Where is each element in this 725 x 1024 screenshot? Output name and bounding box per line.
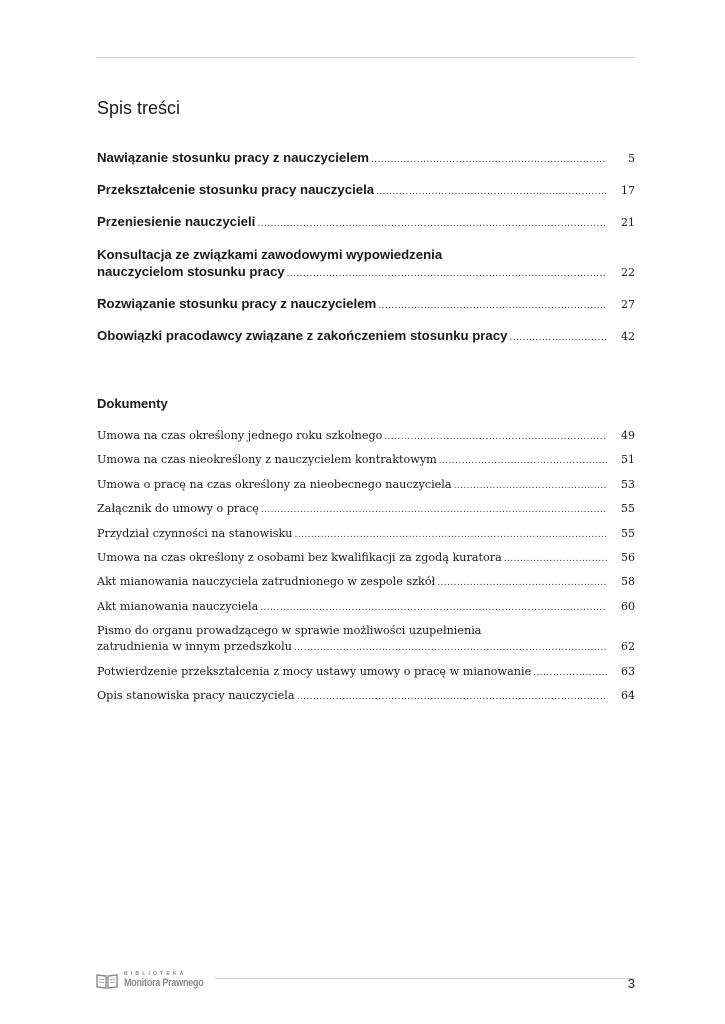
document-entry[interactable]: [97, 574, 635, 591]
dot-leader: [260, 600, 607, 616]
toc-entry-title-line1: Konsultacja ze związkami zawodowymi wypowiedzenia: [97, 247, 443, 262]
dot-leader: [378, 301, 607, 311]
dot-leader: [509, 333, 607, 343]
toc-entry-title: Obowiązki pracodawcy związane z zakończeniem stosunku pracy: [97, 328, 508, 343]
document-entry[interactable]: [97, 623, 635, 656]
document-title: Potwierdzenie przekształcenia z mocy ustawy umowy o pracę w mianowanie: [97, 664, 532, 678]
document-title: Opis stanowiska pracy nauczyciela: [97, 688, 295, 702]
toc-entry-page: 5: [628, 152, 635, 165]
dot-leader: [295, 527, 607, 543]
dot-leader: [504, 551, 607, 567]
document-page: 49: [621, 429, 635, 442]
document-title-line1: Pismo do organu prowadzącego w sprawie możliwości uzupełnienia: [97, 624, 482, 638]
document-entry[interactable]: [97, 664, 635, 681]
document-entry[interactable]: [97, 526, 635, 543]
document-title: Umowa o pracę na czas określony za nieobecnego nauczyciela: [97, 477, 452, 491]
dot-leader: [376, 187, 607, 197]
footer-divider: [215, 978, 635, 979]
logo-title: Monitora Prawnego: [124, 977, 204, 989]
logo-series-label: BIBLIOTEKA: [124, 971, 187, 977]
document-entry[interactable]: [97, 688, 635, 705]
toc-entry[interactable]: [97, 296, 635, 311]
documents-list: [97, 428, 635, 712]
publisher-logo: [96, 970, 204, 992]
document-title: Akt mianowania nauczyciela: [97, 599, 259, 613]
toc-entry-title: Przeniesienie nauczycieli: [97, 214, 256, 229]
toc-entry[interactable]: [97, 214, 635, 229]
toc-entry[interactable]: [97, 328, 635, 343]
dot-leader: [454, 478, 607, 494]
page-number: 3: [627, 976, 635, 991]
document-page: 56: [621, 550, 635, 564]
document-title: zatrudnienia w innym przedszkolu: [97, 640, 292, 654]
document-page: 58: [621, 575, 635, 589]
document-page: 63: [621, 664, 635, 678]
document-title: Umowa na czas nieokreślony z nauczycielem kontraktowym: [97, 453, 437, 467]
document-title: Akt mianowania nauczyciela zatrudnionego w zespole szkół: [97, 575, 436, 589]
document-entry[interactable]: [97, 501, 635, 518]
toc-entry[interactable]: [97, 182, 635, 197]
toc-entry-title: Nawiązanie stosunku pracy z nauczycielem: [97, 150, 369, 165]
dot-leader: [261, 502, 607, 518]
dot-leader: [439, 453, 607, 469]
document-page: 62: [621, 640, 635, 654]
dot-leader: [437, 575, 607, 591]
toc-entry[interactable]: [97, 150, 635, 165]
dot-leader: [297, 689, 607, 705]
dot-leader: [371, 155, 607, 165]
dot-leader: [384, 429, 607, 445]
document-title: Przydział czynności na stanowisku: [97, 526, 293, 540]
toc-entry-page: 17: [621, 184, 635, 197]
document-page: 55: [621, 502, 635, 516]
book-icon: [96, 973, 118, 989]
toc-entry-page: 21: [621, 216, 635, 229]
documents-heading: Dokumenty: [97, 396, 168, 411]
toc-entry-title: nauczycielom stosunku pracy: [97, 264, 285, 279]
page-title: Spis treści: [97, 98, 181, 118]
document-page: 64: [621, 688, 635, 702]
document-page: 51: [621, 453, 635, 467]
document-title: Umowa na czas określony z osobami bez kwalifikacji za zgodą kuratora: [97, 550, 502, 564]
document-page: 53: [621, 477, 635, 491]
document-entry[interactable]: [97, 477, 635, 494]
document-title: Umowa na czas określony jednego roku szkolnego: [97, 429, 383, 442]
document-entry[interactable]: [97, 550, 635, 567]
toc-entry-page: 42: [621, 330, 635, 343]
main-toc: [97, 150, 635, 360]
toc-entry-title: Rozwiązanie stosunku pracy z nauczycielem: [97, 296, 377, 311]
toc-entry-page: 27: [621, 298, 635, 311]
toc-entry-page: 22: [621, 266, 635, 279]
document-entry[interactable]: [97, 452, 635, 469]
dot-leader: [294, 640, 607, 656]
toc-entry[interactable]: [97, 246, 635, 279]
dot-leader: [287, 269, 607, 279]
dot-leader: [257, 219, 607, 229]
document-title: Załącznik do umowy o pracę: [97, 502, 259, 516]
document-entry[interactable]: [97, 599, 635, 616]
top-divider: [96, 57, 635, 58]
dot-leader: [533, 665, 607, 681]
document-entry[interactable]: [97, 428, 635, 445]
document-page: 60: [621, 599, 635, 613]
document-page: 55: [621, 526, 635, 540]
toc-entry-title: Przekształcenie stosunku pracy nauczyciela: [97, 182, 375, 197]
